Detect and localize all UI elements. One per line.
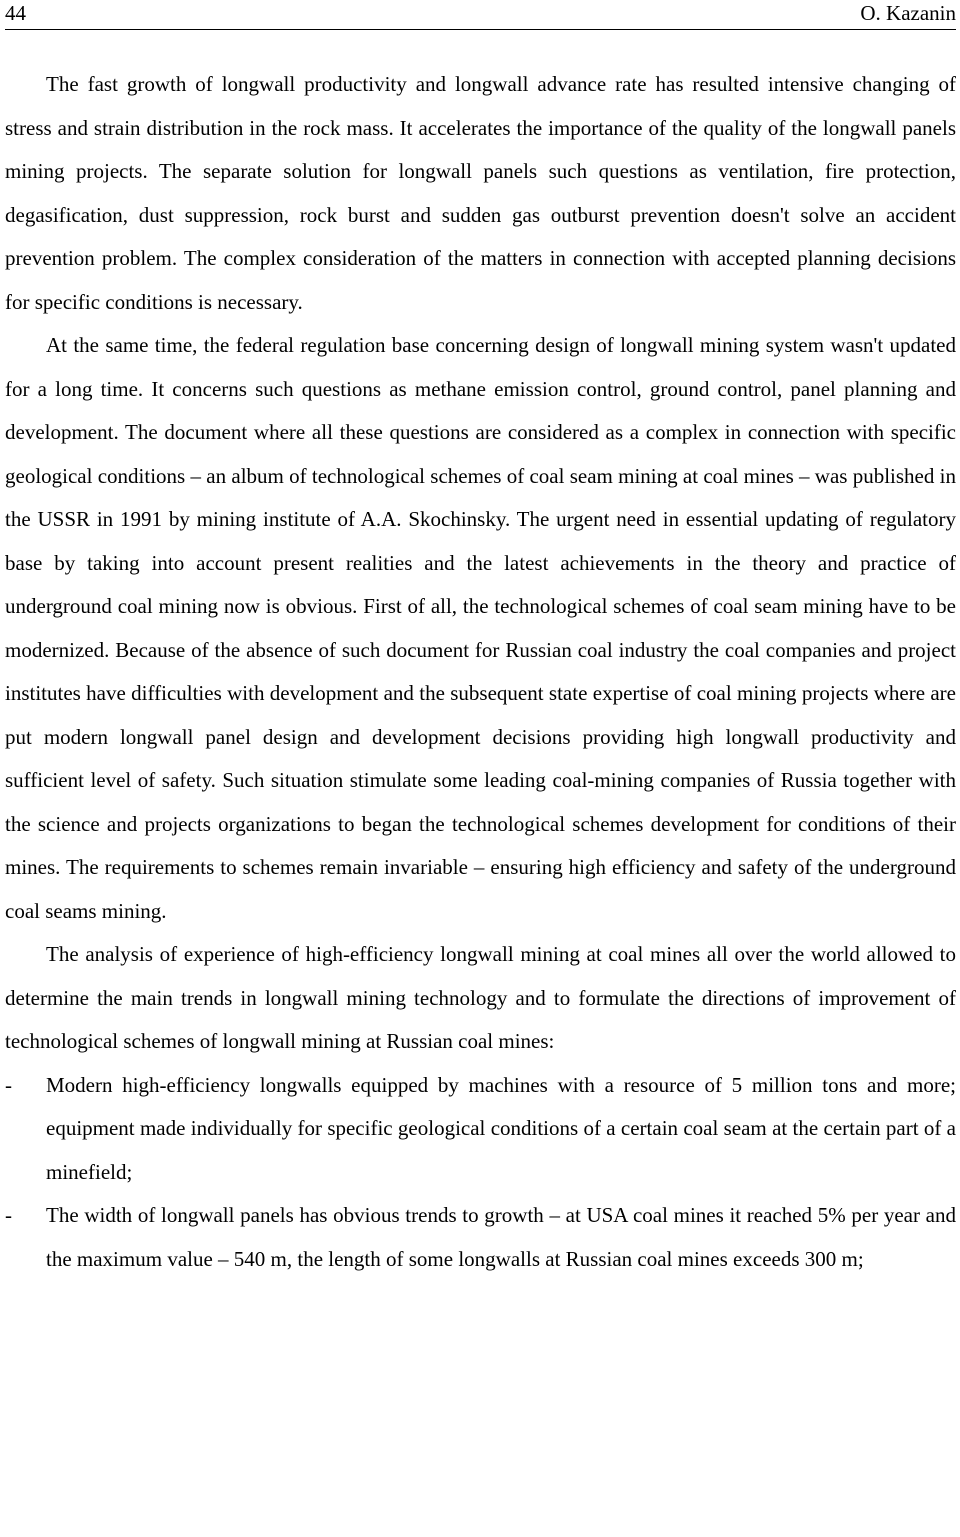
running-header	[5, 2, 956, 30]
document-page	[5, 0, 956, 1537]
list-item	[5, 1194, 956, 1281]
page-number: 44	[5, 1, 26, 25]
trend-list	[5, 1064, 956, 1282]
list-bullet: -	[5, 1072, 12, 1097]
paragraph-1: The fast growth of longwall productivity and longwall advance rate has resulted intensive changing of stress and strain distribution in the rock mass. It accelerates the importance of the quality of the longwall panels mining projects. The separate solution for longwall panels such questions as ventilation, fire protection, degasification, dust suppression, rock burst and sudden gas outburst prevention doesn't solve an accident prevention problem. The complex consideration of the matters in connection with accepted planning decisions for specific conditions is necessary.	[5, 72, 956, 314]
paragraph-2: At the same time, the federal regulation base concerning design of longwall mining system wasn't updated for a long time. It concerns such questions as methane emission control, ground control, panel planning and development. The document where all these questions are considered as a complex in connection with specific geological conditions – an album of technological schemes of coal seam mining at coal mines – was published in the USSR in 1991 by mining institute of A.A. Skochinsky. The urgent need in essential updating of regulatory base by taking into account present realities and the latest achievements in the theory and practice of underground coal mining now is obvious. First of all, the technological schemes of coal seam mining have to be modernized. Because of the absence of such document for Russian coal industry the coal companies and project institutes have difficulties with development and the subsequent state expertise of coal mining projects where are put modern longwall panel design and development decisions providing high longwall productivity and sufficient level of safety. Such situation stimulate some leading coal-mining companies of Russia together with the science and projects organizations to began the technological schemes development for conditions of their mines. The requirements to schemes remain invariable – ensuring high efficiency and safety of the underground coal seams mining.	[5, 333, 956, 923]
paragraph-3: The analysis of experience of high-efficiency longwall mining at coal mines all over the world allowed to determine the main trends in longwall mining technology and to formulate the directions of improvement of technological schemes of longwall mining at Russian coal mines:	[5, 942, 956, 1053]
list-item-text: Modern high-efficiency longwalls equipped by machines with a resource of 5 million tons and more; equipment made individually for specific geological conditions of a certain coal seam at the certain part of a minefield;	[46, 1072, 956, 1184]
list-item-text: The width of longwall panels has obvious trends to growth – at USA coal mines it reached 5% per year and the maximum value – 540 m, the length of some longwalls at Russian coal mines exceeds 300 m;	[46, 1203, 956, 1271]
list-item	[5, 1064, 956, 1195]
body-text	[5, 63, 956, 1281]
running-header-author: O. Kazanin	[860, 1, 956, 25]
list-bullet: -	[5, 1203, 12, 1227]
